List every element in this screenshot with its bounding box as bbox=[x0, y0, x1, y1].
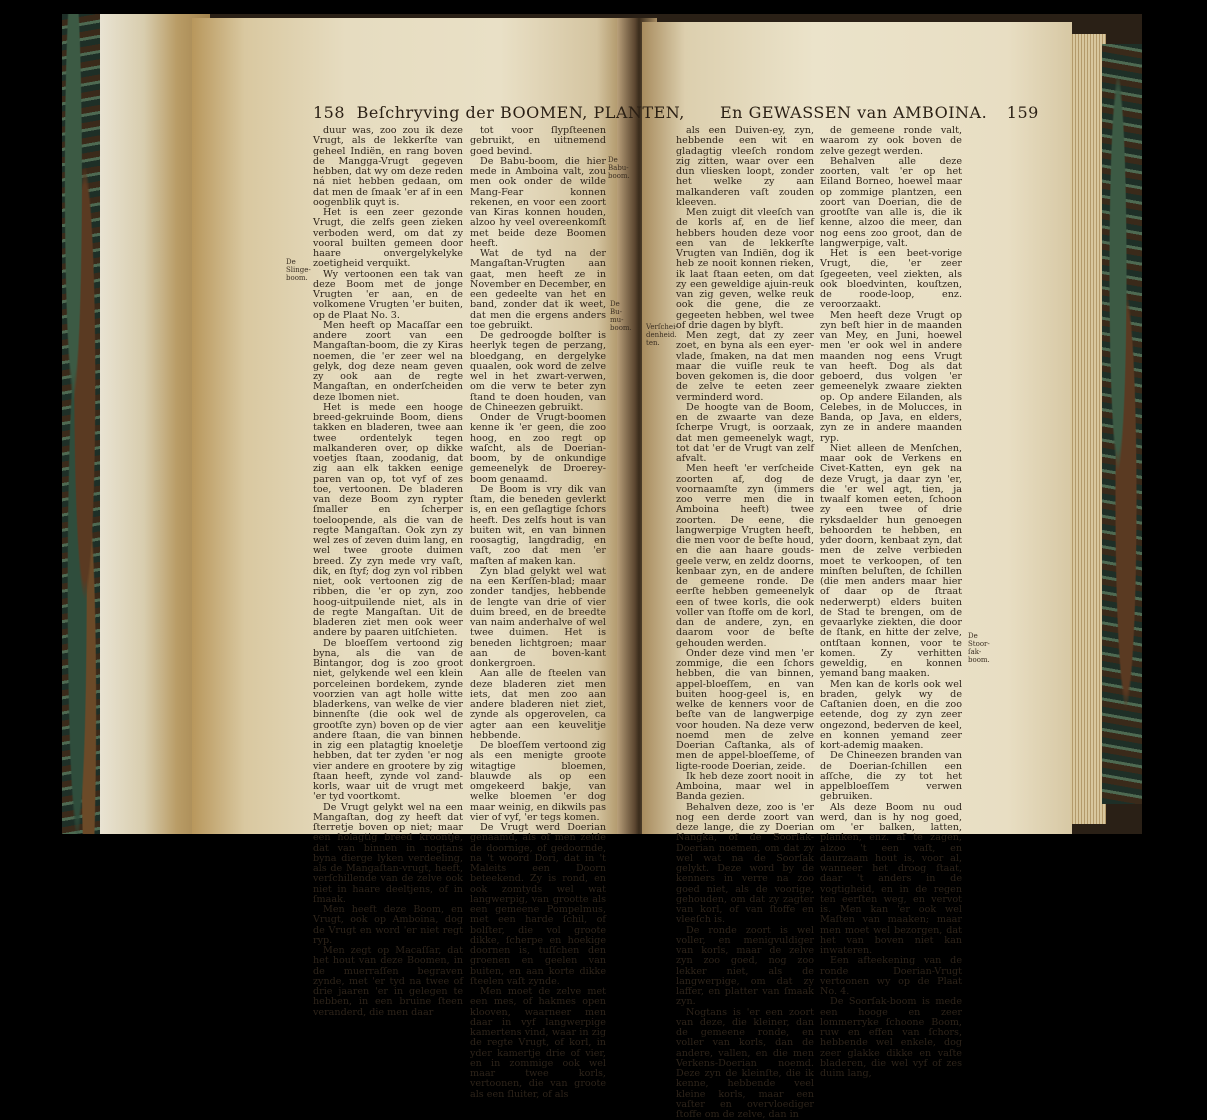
left-col2-paragraph: De Boom is vry dik van ſtam, die beneden gevlerkt is, en een geſlagtige ſchors heeft. Des zelfs hout is van buiten wit, en van binnen roosagtig, langdradig, en vaſt, zoo dat men 'er maſten af maken kan. bbox=[470, 485, 606, 567]
right-col2-paragraph: Een afteekening van de ronde Doerian-Vrugt vertoonen wy op de Plaat No. 4. bbox=[820, 956, 962, 997]
left-col2-paragraph: Zyn blad gelykt wel wat na een Kerſſen-blad; maar zonder tandjes, hebbende de lengte van drie of vier duim breed, en de breedte van naim anderhalve of wel twee duimen. Het is beneden lichtgroen; maar aan de boven-kant donkergroen. bbox=[470, 567, 606, 670]
left-col1-paragraph: duur was, zoo zou ik deze Vrugt, als de lekkerſte van geheel Indiën, en rang boven de Mangga-Vrugt gegeven hebben, dat wy om deze reden ná niet hebben gedaan, om dat men de ſmaak 'er af in een oogenblik quyt is. bbox=[313, 126, 463, 208]
right-page-number: 159 bbox=[1007, 103, 1039, 122]
left-col2-paragraph: De Babu-boom, die hier mede in Amboina valt, zou men ook onder de wilde Mang-Fear konnen rekenen, en voor een zoort van Kiras konnen houden, alzoo hy veel overeenkomſt met beide deze Boomen heeft. bbox=[470, 157, 606, 249]
right-col2-paragraph: de gemeene ronde valt, waarom zy ook boven de zelve gezegt werden. bbox=[820, 126, 962, 157]
right-col1-paragraph: Onder deze vind men 'er zommige, die een ſchors hebben, die van binnen, appel-bloeſſem, en van buiten hoog-geel is, en welke de kenners voor de beſte van de langwerpige voor houden. Na deze verw noemd men de zelve Doerian Caſtanka, als of men de appel-bloeſſeme, of ligte-roode Doerian, zeide. bbox=[676, 649, 814, 772]
marbled-cover-left bbox=[62, 14, 100, 834]
right-col2-paragraph: De Chineezen branden van de Doerian-ſchillen een aſſche, die zy tot het appelbloeſſem verwen gebruiken. bbox=[820, 751, 962, 802]
left-col1-paragraph: De Vrugt gelykt wel na een Mangaſtan, dog zy heeft dat ſterretje boven op niet; maar een holagtig breed kroontje, dat van binnen in nogtans byna dierge lyken verdeeling, als de Mangaſtan-vrugt, heeft, verſchillende van de zelve ook niet in haare deeltjens, of in ſmaak. bbox=[313, 803, 463, 906]
right-col1-paragraph: Nogtans is 'er een zoort van deze, die kleiner, dan de gemeene ronde, en voller van korls, dan de andere, vallen, en die men Verkens-Doerian noemd. Deze zyn de kleinſte, die ik kenne, hebbende veel kleine korls, maar een vaſter en overvloediger ſtoffe om de zelve, dan in bbox=[676, 1008, 814, 1120]
left-col2-paragraph: Wat de tyd na der Mangaſtan-Vrugten aan gaat, men heeft ze in November en December, en een gedeelte van het en band, zonder dat ik weet, dat men die ergens anders toe gebruikt. bbox=[470, 249, 606, 331]
left-col1-paragraph: Wy vertoonen een tak van deze Boom met de jonge Vrugten 'er aan, en de volkomene Vrugten 'er buiten, op de Plaat No. 3. bbox=[313, 270, 463, 321]
left-col2-paragraph: Aan alle de ſteelen van deze bladeren ziet men iets, dat men zoo aan andere bladeren niet ziet, zynde als opgerovelen, ca agter aan een keuvelitje hebbende. bbox=[470, 669, 606, 741]
right-col1-paragraph: De ronde zoort is wel voller, en menigvuldiger van korls, maar de zelve zyn zoo goed, nog zoo lekker niet, als de langwerpige, om dat zy laffer, en platter van ſmaak zyn. bbox=[676, 926, 814, 1008]
left-margin-note-1: De Slinge- boom. bbox=[286, 258, 318, 282]
left-col1-paragraph: De bloeſſem vertoond zig byna, als die van de Bintangor, dog is zoo groot niet, gelykende wel een klein porceleinen bordekem, zynde voorzien van agt holle witte bladerkens, van welke de vier binnenſte (die ook wel de grootſte zyn) boven op de vier andere ſtaan, die van binnen in zig een platagtig knoeletje hebben, dat ter zyden 'er nog vier andere en grootere by zig ſtaan heeft, zynde vol zand-korls, waar uit de vrugt met 'er tyd voortkomt. bbox=[313, 639, 463, 803]
left-col1-paragraph: Het is een zeer gezonde Vrugt, die zelfs geen zieken verboden werd, om dat zy vooral builten gemeen door haare onvergelykelyke zoetigheid verquikt. bbox=[313, 208, 463, 270]
left-col2-paragraph: De Vrugt werd Doerian genaamd, als of men zeide de doornige, of gedoornde, na 't woord Dori, dat in 't Maleits een Doorn beteekend. Zy is rond, en ook zomtyds wel wat langwerpig, van grootte als een gemeene Pompelmus, met een harde ſchil, of bolſter, die vol groote dikke, ſcherpe en hoekige doornen is, tuſſchen den groenen en geelen van buiten, en aan korte dikke ſteelen vaſt zynde. bbox=[470, 823, 606, 987]
left-margin-note-3: De Bu- mu- boom. bbox=[610, 300, 628, 332]
right-col1-paragraph: De hoogte van de Boom, en de zwaarte van deze ſcherpe Vrugt, is oorzaak, dat men gemeenelyk wagt, tot dat 'er de Vrugt van zelf afvalt. bbox=[676, 403, 814, 465]
left-col1-paragraph: Men zegt op Macaſſar, dat het hout van deze Boomen, in de muerraſſen begraven zynde, met 'er tyd na twee of drie jaaren 'er in gelegen te hebben, in een bruine ſteen veranderd, die men daar bbox=[313, 946, 463, 1018]
right-col2-paragraph: Als deze Boom nu oud werd, dan is hy nog goed, om 'er balken, latten, planken, enz. af te zagen, alzoo 't een vaſt, en daurzaam hout is, voor al, wanneer het droog ſtaat, daar 't anders in de vogtigheid, en in de regen ten eerſten weg, en vervot is. Men kan 'er ook wel Maſten van maaken; maar men moet wel bezorgen, dat het van boven niet kan inwateren. bbox=[820, 803, 962, 957]
left-page-number: 158 bbox=[313, 103, 345, 122]
right-col1-paragraph: Men zuigt dit vleeſch van de korls af, en de lief hebbers houden deze voor een van de lekkerſte Vrugten van Indiën, dog ik heb ze nooit konnen rieken, ik laat ſtaan eeten, om dat zy een geweldige ajuin-reuk van zig geven, welke reuk ook die gene, die ze gegeeten hebben, wel twee of drie dagen by blyft. bbox=[676, 208, 814, 331]
right-col1-paragraph: Men heeft 'er verſcheide zoorten af, dog de voornaamſte zyn (immers zoo verre men die in Amboina heeft) twee zoorten. De eene, die langwerpige Vrugten heeft, die men voor de beſte houd, en die aan haare gouds-geele verw, en zeldz doorns, kenbaar zyn, en de andere de gemeene ronde. De eerſte hebben gemeenelyk een of twee korls, die ook voller van ſtoffe om de korl, dan de andere, zyn, en daarom voor de beſte gehouden werden. bbox=[676, 464, 814, 649]
left-running-head: Beſchryving der BOOMEN, PLANTEN, bbox=[357, 103, 685, 122]
left-col2-paragraph: Men moet de zelve met een mes, of hakmes open klooven, waarneer men daar in vyf langwerpige kamertens vind, waar in zig de regte Vrugt, of korl, in yder kamertje drie of vier, en in zommige ook wel maar twee korls, vertoonen, die van groote als een ſluiter, of als bbox=[470, 987, 606, 1100]
right-running-head: En GEWASSEN van AMBOINA. bbox=[720, 103, 987, 122]
left-col1-paragraph: Men heeft op Macaſſar een andere zoort van een Mangaſtan-boom, die zy Kiras noemen, die 'er zeer wel na gelyk, dog deze neam geven zy ook aan de regte Mangaſtan, en onderſcheiden deze lbomen niet. bbox=[313, 321, 463, 403]
left-margin-note-2: De Babu- boom. bbox=[608, 156, 628, 180]
right-col2-paragraph: Men kan de korls ook wel braden, gelyk wy de Caſtanien doen, en die zoo eetende, dog zy zyn zeer ongezond, bederven de keel, en konnen yemand zeer kort-ademig maaken. bbox=[820, 680, 962, 752]
right-margin-note-2: De Stoor- ſak- boom. bbox=[968, 632, 994, 664]
right-column-1 bbox=[676, 126, 814, 806]
right-col1-paragraph: als een Duiven-ey, zyn, hebbende een wit en gladagtig vleeſch rondom zig zitten, waar over een dun vliesken loopt, zonder het welke zy aan malkanderen vaſt zouden kleeven. bbox=[676, 126, 814, 208]
left-column-1 bbox=[313, 126, 463, 806]
left-column-2 bbox=[470, 126, 606, 806]
page-edges-right bbox=[1070, 34, 1106, 824]
right-col2-paragraph: Men heeft deze Vrugt op zyn beſt hier in de maanden van Mey, en Juni, hoewel men 'er ook wel in andere maanden nog eens Vrugt van heeft. Dog als dat geboerd, dus volgen 'er gemeenelyk zwaare ziekten op. Op andere Eilanden, als Celebes, in de Molucces, in Banda, op Java, en elders, zyn ze in andere maanden ryp. bbox=[820, 311, 962, 444]
right-col1-paragraph: Behalven deze, zoo is 'er nog een derde zoort van deze lange, die zy Doerian Nangka, of de Soorſak-Doerian noemen, om dat zy wel wat na de Soorſak gelykt. Deze word by de kenners in verre na zoo goed niet, als de voorige, gehouden, om dat zy zagter van korl, of van ſtoffe en vleeſch is. bbox=[676, 803, 814, 926]
left-col2-paragraph: Onder de Vrugt-boomen kenne ik 'er geen, die zoo hoog, en zoo regt op waſcht, als de Doerian-boom, by de onkundige gemeenelyk de Droerey-boom genaamd. bbox=[470, 413, 606, 485]
left-col1-paragraph: Het is mede een hooge breed-gekruinde Boom, diens takken en bladeren, twee aan twee ordentelyk tegen malkanderen over, op dikke voetjes ſtaan, zoodanig, dat zig aan elk takken eenige paren van op, tot vyf of zes toe, vertoonen. De bladeren van deze Boom zyn rypter ſmaller en ſcherper toeloopende, als die van de regte Mangaſtan. Ook zyn zy wel zes of zeven duim lang, en wel twee groote duimen breed. Zy zyn mede vry vaſt, dik, en ſtyf; dog zyn vol ribben niet, ook vertoonen zig de ribben, die 'er op zyn, zoo hoog-uitpuilende niet, als in de regte Mangaſtan. Uit de bladeren ziet men ook weer andere by paaren uitſchieten. bbox=[313, 403, 463, 639]
left-col2-paragraph: tot voor ſlypſteenen gebruikt, en uitnemend goed bevind. bbox=[470, 126, 606, 157]
right-col2-paragraph: De Soorſak-boom is mede een hooge en zeer lommerryke ſchoone Boom, ruw en effen van ſchors, hebbende wel enkele, dog zeer glakke dikke en vaſte bladeren, die wel vyf of zes duim lang, bbox=[820, 997, 962, 1079]
right-col1-paragraph: Men zegt, dat zy zeer zoet, en byna als een eyer-vlade, ſmaken, na dat men maar die vuiſle reuk te boven gekomen is, die door de zelve te eeten zeer verminderd word. bbox=[676, 331, 814, 403]
right-column-2 bbox=[820, 126, 962, 712]
left-col2-paragraph: De gedroogde bolſter is heerlyk tegen de perzang, bloedgang, en dergelyke quaalen, ook word de zelve wel in het zwart-verwen, om die verw te beter zyn ſtand te doen houden, van de Chineezen gebruikt. bbox=[470, 331, 606, 413]
right-margin-note-1: Verſchei- denheid. ten. bbox=[646, 323, 678, 347]
left-col1-paragraph: Men heeft deze Boom, en Vrugt, ook op Amboina, dog de Vrugt en word 'er niet regt ryp. bbox=[313, 905, 463, 946]
right-col2-paragraph: Behalven alle deze zoorten, valt 'er op het Eiland Borneo, hoewel maar op zommige plantzen, een zoort van Doerian, die de grootſte van alle is, die ik kenne, alzoo die meer, dan nog eens zoo groot, dan de langwerpige, valt. bbox=[820, 157, 962, 249]
marbled-cover-right bbox=[1102, 44, 1142, 804]
right-col2-paragraph: Het is een beet-vorige Vrugt, die, 'er zeer ſgegeeten, veel ziekten, als ook bloedvinten, kouſtzen, de roode-loop, enz. veroorzaakt. bbox=[820, 249, 962, 311]
left-col2-paragraph: De bloeſſem vertoond zig als een menigte groote witagtige bloemen, blauwde als op een omgekeerd bakje, van welke bloemen 'er dog maar weinig, en dikwils pas vier of vyf, 'er tegs komen. bbox=[470, 741, 606, 823]
right-col1-paragraph: Ik heb deze zoort nooit in Amboina, maar wel in Banda gezien. bbox=[676, 772, 814, 803]
right-col2-paragraph: Niet alleen de Menſchen, maar ook de Verkens en Civet-Katten, eyn gek na deze Vrugt, ja daar zyn 'er, die 'er wel agt, tien, ja twaalf komen eeten, ſchoon zy een twee of drie ryksdaelder hun genoegen behoorden te hebben, en yder doorn, kenbaat zyn, dat men de zelve verbieden moet te verkoopen, of ten minſten beluſten, de ſchillen (die men anders maar hier of daar op de ſtraat nederwerpt) elders buiten de Stad te brengen, om de gevaarlyke ziekten, die door de ſtank, en hitte der zelve, ontſtaan konnen, voor te komen. Zy verhitten geweldig, en konnen yemand bang maaken. bbox=[820, 444, 962, 680]
